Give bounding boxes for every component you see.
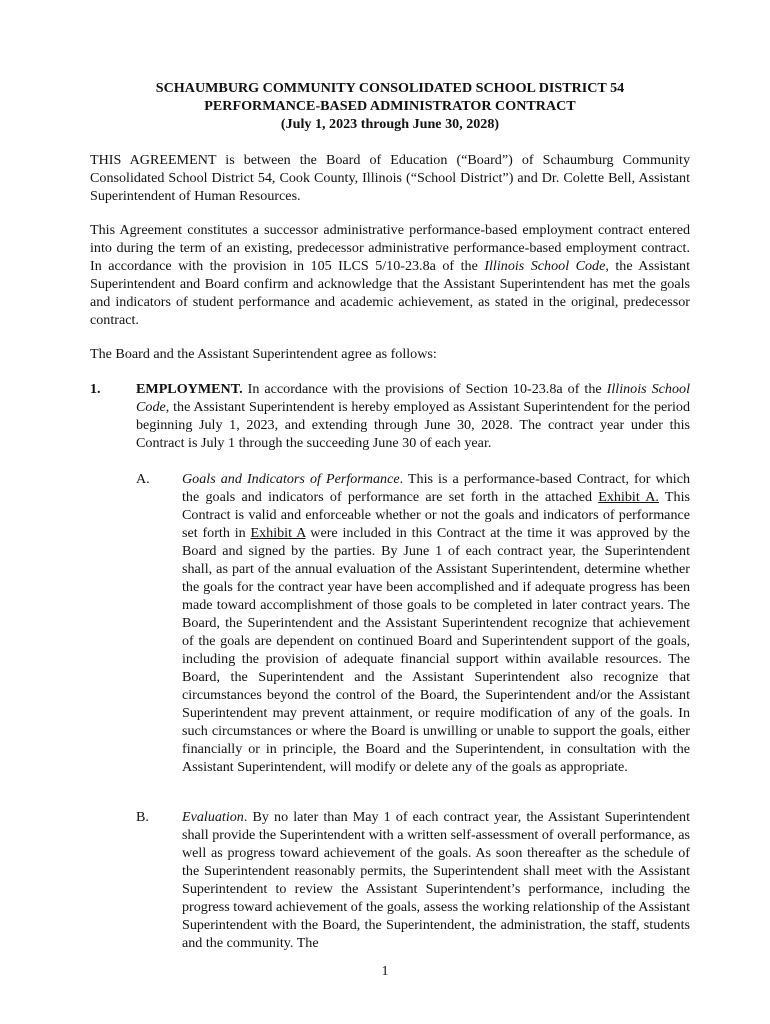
- illinois-school-code-ref: Illinois School Code: [484, 258, 606, 274]
- subsection-b-title: Evaluation: [182, 809, 244, 825]
- title-district: SCHAUMBURG COMMUNITY CONSOLIDATED SCHOOL DISTRICT 54: [155, 80, 625, 96]
- subsection-b-letter: B.: [136, 809, 149, 825]
- page-number: 1: [381, 963, 389, 979]
- exhibit-a-link[interactable]: Exhibit A.: [598, 489, 659, 505]
- intro-paragraph: THIS AGREEMENT is between the Board of Education (“Board”) of Schaumburg Community Consolidated School District 54, Cook County, Illinois (“School District”) and Dr. Colette Bell, Assistant Superintendent of Human Resources.: [90, 152, 690, 204]
- illinois-school-code-ref: Illinois School Code: [136, 381, 690, 415]
- successor-paragraph: This Agreement constitutes a successor administrative performance-based employment contract entered into during the term of an existing, predecessor administrative performance-based employment contract. In accordance with the provision in 105 ILCS 5/10-23.8a of the Illinois School Code, the Assistant Superintendent and Board confirm and acknowledge that the Assistant Superintendent has met the goals and indicators of student performance and academic achievement, as stated in the original, predecessor contract.: [90, 222, 690, 328]
- subsection-a-body: Goals and Indicators of Performance. This is a performance-based Contract, for which the goals and indicators of performance are set forth in the attached Exhibit A. This Contract is valid and enforceable whether or not the goals and indicators of performance set forth in Exhibit A were included in this Contract at the time it was approved by the Board and signed by the parties. By June 1 of each contract year, the Superintendent shall, as part of the annual evaluation of the Assistant Superintendent, determine whether the goals for the contract year have been accomplished and if adequate progress has been made toward accomplishment of those goals to be completed in later contract years. The Board, the Superintendent and the Assistant Superintendent recognize that achievement of the goals are dependent on continued Board and Superintendent support of the goals, including the provision of adequate financial support within available resources. The Board, the Superintendent and the Assistant Superintendent also recognize that circumstances beyond the control of the Board, the Superintendent and/or the Assistant Superintendent may prevent attainment, or require modification of any of the goals. In such circumstances or where the Board is unwilling or unable to support the goals, either financially or in principle, the Board and the Superintendent, in consultation with the Assistant Superintendent, will modify or delete any of the goals as appropriate.: [182, 471, 690, 775]
- section-number: 1.: [90, 381, 101, 397]
- subsection-b-body: Evaluation. By no later than May 1 of each contract year, the Assistant Superintendent shall provide the Superintendent with a written self-assessment of overall performance, as well as progress toward achievement of the goals. As soon thereafter as the schedule of the Superintendent reasonably permits, the Superintendent shall meet with the Assistant Superintendent to review the Assistant Superintendent’s performance, including the progress toward achievement of the goals, assess the working relationship of the Assistant Superintendent with the Board, the Superintendent, the administration, the staff, students and the community. The: [182, 809, 690, 951]
- section-employment: EMPLOYMENT. In accordance with the provisions of Section 10-23.8a of the Illinois School Code, the Assistant Superintendent is hereby employed as Assistant Superintendent for the period beginning July 1, 2023, and extending through June 30, 2028. The contract year under this Contract is July 1 through the succeeding June 30 of each year.: [136, 381, 690, 451]
- document-title: [90, 79, 690, 133]
- subsection-a-title: Goals and Indicators of Performance: [182, 471, 400, 487]
- subsection-a-letter: A.: [136, 471, 150, 487]
- exhibit-a-link[interactable]: Exhibit A: [250, 525, 306, 541]
- section-heading: EMPLOYMENT.: [136, 381, 243, 397]
- title-contract: PERFORMANCE-BASED ADMINISTRATOR CONTRACT: [204, 98, 576, 114]
- agree-paragraph: The Board and the Assistant Superintendent agree as follows:: [90, 346, 437, 362]
- title-term: (July 1, 2023 through June 30, 2028): [280, 116, 500, 132]
